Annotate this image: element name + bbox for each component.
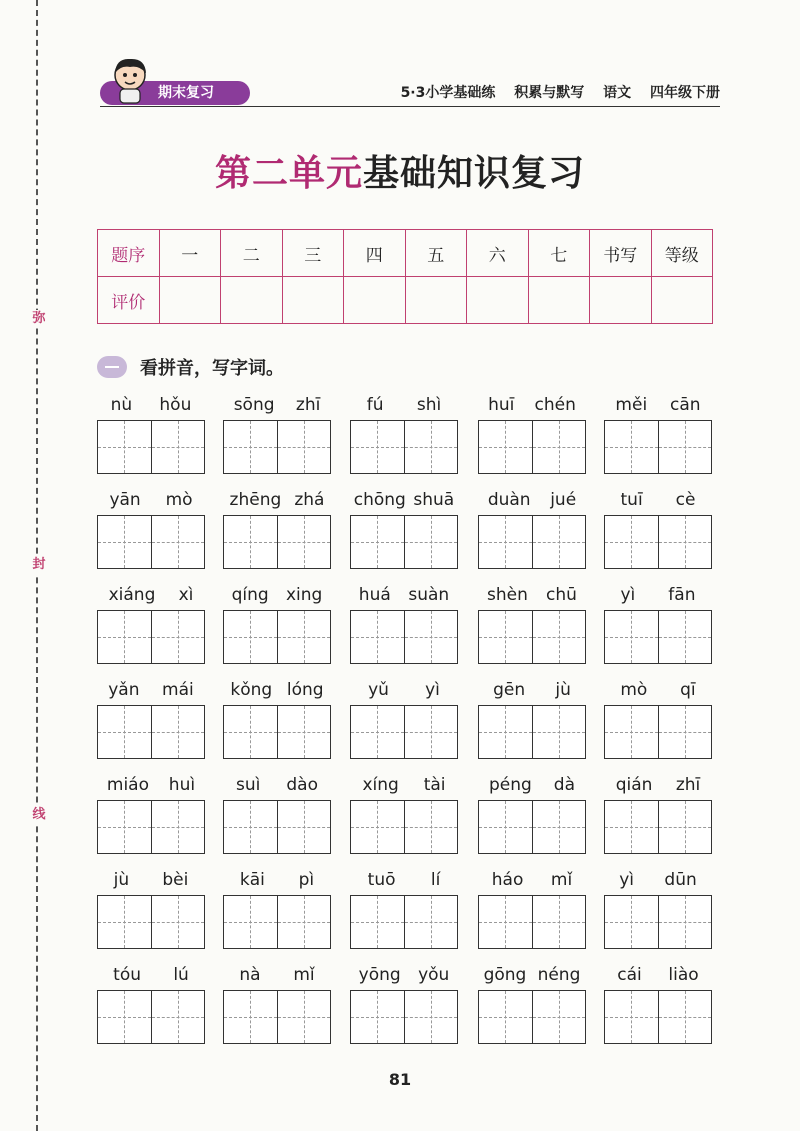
- pinyin-syllable: kǒng: [230, 680, 273, 700]
- pinyin-prompt: [97, 582, 205, 608]
- writing-cell[interactable]: [404, 706, 458, 758]
- pinyin-syllable: cān: [670, 395, 701, 415]
- writing-cell[interactable]: [224, 896, 277, 948]
- writing-cell[interactable]: [151, 801, 205, 853]
- score-cell[interactable]: [590, 277, 652, 324]
- pinyin-syllable: shì: [416, 395, 442, 415]
- pinyin-syllable: huì: [168, 775, 196, 795]
- writing-boxes: [604, 420, 712, 474]
- pinyin-syllable: duàn: [487, 490, 531, 510]
- pinyin-prompt: [97, 392, 205, 418]
- writing-cell[interactable]: [351, 706, 404, 758]
- writing-cell[interactable]: [351, 801, 404, 853]
- header-book-info: [387, 81, 720, 105]
- writing-boxes: [97, 800, 205, 854]
- writing-cell[interactable]: [479, 896, 532, 948]
- pinyin-exercise-item: [604, 867, 712, 949]
- writing-cell[interactable]: [351, 421, 404, 473]
- pinyin-syllable: dào: [286, 775, 318, 795]
- score-table-col: 三: [282, 230, 344, 277]
- review-badge-label: 期末复习: [158, 85, 214, 101]
- writing-cell[interactable]: [479, 421, 532, 473]
- writing-boxes: [97, 420, 205, 474]
- writing-cell[interactable]: [532, 421, 586, 473]
- writing-boxes: [478, 800, 586, 854]
- pinyin-syllable: cái: [617, 965, 642, 985]
- pinyin-syllable: zhēng: [229, 490, 282, 510]
- pinyin-prompt: [604, 867, 712, 893]
- pinyin-syllable: tuō: [367, 870, 396, 890]
- header-book: 积累与默写: [514, 85, 585, 101]
- pinyin-prompt: [350, 677, 458, 703]
- pinyin-exercise-item: [604, 582, 712, 664]
- writing-cell[interactable]: [98, 896, 151, 948]
- pinyin-syllable: měi: [615, 395, 648, 415]
- pinyin-prompt: [350, 867, 458, 893]
- writing-boxes: [604, 610, 712, 664]
- writing-boxes: [604, 800, 712, 854]
- pinyin-prompt: [478, 392, 586, 418]
- pinyin-syllable: yǒu: [418, 965, 450, 985]
- writing-cell[interactable]: [658, 896, 712, 948]
- writing-boxes: [350, 515, 458, 569]
- writing-cell[interactable]: [277, 516, 331, 568]
- writing-cell[interactable]: [404, 611, 458, 663]
- pinyin-prompt: [97, 772, 205, 798]
- pinyin-prompt: [350, 487, 458, 513]
- score-cell[interactable]: [651, 277, 713, 324]
- pinyin-prompt: [97, 962, 205, 988]
- pinyin-exercise-item: [223, 677, 331, 759]
- pinyin-syllable: pì: [298, 870, 315, 890]
- pinyin-syllable: xing: [285, 585, 323, 605]
- pinyin-syllable: fān: [668, 585, 696, 605]
- pinyin-syllable: qíng: [231, 585, 269, 605]
- writing-cell[interactable]: [404, 516, 458, 568]
- writing-cell[interactable]: [277, 801, 331, 853]
- pinyin-syllable: mái: [162, 680, 194, 700]
- writing-cell[interactable]: [532, 706, 586, 758]
- writing-cell[interactable]: [224, 706, 277, 758]
- writing-boxes: [350, 610, 458, 664]
- pinyin-syllable: liào: [668, 965, 699, 985]
- writing-cell[interactable]: [605, 896, 658, 948]
- mascot-icon: [106, 55, 154, 105]
- score-table-label-eval: 评价: [98, 277, 160, 324]
- writing-cell[interactable]: [404, 991, 458, 1043]
- writing-cell[interactable]: [605, 991, 658, 1043]
- writing-boxes: [223, 990, 331, 1044]
- writing-cell[interactable]: [605, 516, 658, 568]
- pinyin-exercise-item: [97, 392, 205, 474]
- writing-boxes: [350, 895, 458, 949]
- pinyin-syllable: lí: [430, 870, 441, 890]
- pinyin-syllable: jù: [113, 870, 130, 890]
- pinyin-syllable: néng: [537, 965, 581, 985]
- writing-cell[interactable]: [277, 611, 331, 663]
- writing-cell[interactable]: [351, 611, 404, 663]
- writing-cell[interactable]: [224, 801, 277, 853]
- pinyin-syllable: zhī: [295, 395, 321, 415]
- pinyin-syllable: shuā: [413, 490, 455, 510]
- pinyin-prompt: [478, 772, 586, 798]
- writing-boxes: [604, 990, 712, 1044]
- pinyin-syllable: fú: [366, 395, 384, 415]
- pinyin-exercise-item: [350, 582, 458, 664]
- pinyin-syllable: mǐ: [293, 965, 315, 985]
- score-table-col-grade: 等级: [651, 230, 713, 277]
- pinyin-syllable: shèn: [487, 585, 528, 605]
- writing-boxes: [223, 705, 331, 759]
- pinyin-exercise-item: [350, 962, 458, 1044]
- pinyin-syllable: dà: [553, 775, 575, 795]
- writing-cell[interactable]: [404, 421, 458, 473]
- pinyin-syllable: qián: [615, 775, 653, 795]
- writing-cell[interactable]: [658, 421, 712, 473]
- score-table-header-row: [98, 230, 713, 277]
- writing-cell[interactable]: [277, 421, 331, 473]
- writing-cell[interactable]: [605, 706, 658, 758]
- writing-cell[interactable]: [224, 516, 277, 568]
- writing-boxes: [97, 705, 205, 759]
- writing-cell[interactable]: [479, 801, 532, 853]
- pinyin-prompt: [223, 867, 331, 893]
- pinyin-syllable: huī: [488, 395, 515, 415]
- pinyin-exercise-item: [97, 867, 205, 949]
- score-table: [97, 229, 713, 324]
- writing-cell[interactable]: [658, 516, 712, 568]
- pinyin-syllable: háo: [491, 870, 524, 890]
- pinyin-exercise-item: [97, 677, 205, 759]
- binding-char-xian: 线: [30, 806, 48, 824]
- writing-boxes: [97, 610, 205, 664]
- pinyin-exercise-item: [97, 772, 205, 854]
- writing-cell[interactable]: [98, 991, 151, 1043]
- pinyin-exercise-item: [223, 962, 331, 1044]
- writing-boxes: [350, 800, 458, 854]
- score-cell[interactable]: [344, 277, 406, 324]
- pinyin-exercise-item: [478, 487, 586, 569]
- pinyin-prompt: [604, 962, 712, 988]
- pinyin-syllable: tóu: [113, 965, 141, 985]
- pinyin-syllable: yǎn: [108, 680, 140, 700]
- pinyin-exercise-item: [223, 487, 331, 569]
- pinyin-prompt: [350, 772, 458, 798]
- score-table-col: 六: [467, 230, 529, 277]
- writing-boxes: [350, 990, 458, 1044]
- pinyin-prompt: [604, 392, 712, 418]
- writing-cell[interactable]: [532, 801, 586, 853]
- writing-cell[interactable]: [605, 611, 658, 663]
- writing-cell[interactable]: [532, 516, 586, 568]
- writing-cell[interactable]: [479, 991, 532, 1043]
- pinyin-syllable: suì: [236, 775, 261, 795]
- pinyin-exercise-item: [223, 867, 331, 949]
- pinyin-syllable: yān: [109, 490, 141, 510]
- writing-boxes: [223, 515, 331, 569]
- pinyin-syllable: mǐ: [550, 870, 573, 890]
- writing-boxes: [604, 895, 712, 949]
- pinyin-prompt: [604, 487, 712, 513]
- pinyin-syllable: yì: [425, 680, 440, 700]
- page-title-unit: 第二单元: [214, 153, 363, 194]
- pinyin-exercise-item: [478, 582, 586, 664]
- page-number: 81: [388, 1070, 412, 1089]
- score-table-col-writing: 书写: [590, 230, 652, 277]
- writing-boxes: [478, 705, 586, 759]
- writing-cell[interactable]: [351, 991, 404, 1043]
- pinyin-exercise-item: [604, 772, 712, 854]
- pinyin-exercise-item: [604, 962, 712, 1044]
- writing-boxes: [223, 895, 331, 949]
- pinyin-syllable: lóng: [286, 680, 324, 700]
- pinyin-syllable: xíng: [362, 775, 399, 795]
- pinyin-prompt: [478, 962, 586, 988]
- writing-boxes: [478, 990, 586, 1044]
- pinyin-prompt: [223, 582, 331, 608]
- pinyin-prompt: [97, 487, 205, 513]
- pinyin-syllable: cè: [675, 490, 696, 510]
- writing-cell[interactable]: [479, 706, 532, 758]
- section-title: 看拼音，写字词。: [140, 358, 284, 379]
- pinyin-syllable: yì: [619, 870, 634, 890]
- score-table-col: 五: [405, 230, 467, 277]
- pinyin-prompt: [350, 962, 458, 988]
- writing-boxes: [97, 895, 205, 949]
- binding-char-feng: 封: [30, 556, 48, 574]
- score-table-col: 一: [159, 230, 221, 277]
- pinyin-syllable: qī: [680, 680, 696, 700]
- writing-cell[interactable]: [479, 516, 532, 568]
- writing-cell[interactable]: [98, 801, 151, 853]
- pinyin-syllable: xì: [178, 585, 194, 605]
- writing-cell[interactable]: [151, 611, 205, 663]
- pinyin-syllable: dūn: [664, 870, 697, 890]
- pinyin-syllable: chén: [534, 395, 576, 415]
- pinyin-syllable: yì: [620, 585, 636, 605]
- writing-cell[interactable]: [605, 801, 658, 853]
- pinyin-syllable: tuī: [620, 490, 643, 510]
- writing-cell[interactable]: [658, 991, 712, 1043]
- writing-cell[interactable]: [404, 801, 458, 853]
- pinyin-prompt: [478, 867, 586, 893]
- writing-boxes: [97, 515, 205, 569]
- pinyin-prompt: [350, 582, 458, 608]
- writing-cell[interactable]: [479, 611, 532, 663]
- writing-cell[interactable]: [277, 991, 331, 1043]
- writing-cell[interactable]: [351, 896, 404, 948]
- pinyin-prompt: [478, 582, 586, 608]
- score-table-eval-row: [98, 277, 713, 324]
- writing-cell[interactable]: [277, 706, 331, 758]
- pinyin-syllable: xiáng: [108, 585, 156, 605]
- writing-cell[interactable]: [224, 611, 277, 663]
- score-cell[interactable]: [405, 277, 467, 324]
- pinyin-syllable: tài: [423, 775, 446, 795]
- writing-cell[interactable]: [151, 516, 205, 568]
- writing-cell[interactable]: [98, 516, 151, 568]
- pinyin-syllable: sōng: [233, 395, 275, 415]
- binding-char-mi: 弥: [30, 310, 48, 328]
- pinyin-exercise-item: [604, 392, 712, 474]
- writing-boxes: [97, 990, 205, 1044]
- pinyin-syllable: nà: [239, 965, 261, 985]
- pinyin-exercise-item: [604, 677, 712, 759]
- writing-cell[interactable]: [658, 611, 712, 663]
- writing-boxes: [350, 420, 458, 474]
- writing-boxes: [604, 705, 712, 759]
- pinyin-syllable: gōng: [483, 965, 527, 985]
- writing-cell[interactable]: [532, 611, 586, 663]
- writing-boxes: [478, 420, 586, 474]
- pinyin-exercise-item: [97, 582, 205, 664]
- pinyin-prompt: [97, 867, 205, 893]
- pinyin-syllable: chōng: [353, 490, 406, 510]
- pinyin-syllable: lú: [173, 965, 189, 985]
- pinyin-syllable: mò: [620, 680, 648, 700]
- pinyin-syllable: péng: [488, 775, 532, 795]
- pinyin-exercise-item: [350, 867, 458, 949]
- pinyin-syllable: yǔ: [368, 680, 389, 700]
- pinyin-syllable: huá: [358, 585, 391, 605]
- writing-cell[interactable]: [532, 991, 586, 1043]
- pinyin-prompt: [604, 772, 712, 798]
- pinyin-syllable: zhī: [675, 775, 701, 795]
- pinyin-syllable: bèi: [162, 870, 189, 890]
- pinyin-exercise-item: [97, 487, 205, 569]
- score-cell[interactable]: [159, 277, 221, 324]
- score-table-label-order: 题序: [98, 230, 160, 277]
- page-title-rest: 基础知识复习: [363, 153, 586, 194]
- writing-boxes: [223, 420, 331, 474]
- score-table-col: 四: [344, 230, 406, 277]
- section-number-badge: [97, 356, 127, 378]
- header-subject: 语文: [603, 85, 632, 101]
- pinyin-exercise-item: [604, 487, 712, 569]
- writing-cell[interactable]: [151, 991, 205, 1043]
- pinyin-syllable: zhá: [294, 490, 325, 510]
- pinyin-prompt: [478, 677, 586, 703]
- writing-cell[interactable]: [658, 706, 712, 758]
- score-table-col: 二: [221, 230, 283, 277]
- pinyin-exercise-item: [223, 582, 331, 664]
- writing-boxes: [604, 515, 712, 569]
- score-cell[interactable]: [528, 277, 590, 324]
- writing-cell[interactable]: [98, 706, 151, 758]
- pinyin-exercise-item: [223, 392, 331, 474]
- writing-boxes: [223, 800, 331, 854]
- pinyin-prompt: [223, 772, 331, 798]
- pinyin-prompt: [223, 392, 331, 418]
- header-divider: [100, 106, 720, 107]
- pinyin-syllable: nù: [110, 395, 133, 415]
- writing-cell[interactable]: [98, 421, 151, 473]
- writing-boxes: [350, 705, 458, 759]
- pinyin-exercise-item: [478, 867, 586, 949]
- pinyin-prompt: [223, 487, 331, 513]
- pinyin-exercise-item: [478, 392, 586, 474]
- pinyin-syllable: hǒu: [159, 395, 192, 415]
- page-header: [100, 55, 720, 105]
- writing-cell[interactable]: [658, 801, 712, 853]
- pinyin-exercise-item: [350, 772, 458, 854]
- pinyin-syllable: kāi: [239, 870, 265, 890]
- writing-cell[interactable]: [224, 991, 277, 1043]
- header-grade: 四年级下册: [650, 85, 720, 101]
- pinyin-prompt: [604, 677, 712, 703]
- pinyin-exercise-item: [350, 677, 458, 759]
- pinyin-prompt: [97, 677, 205, 703]
- pinyin-syllable: mò: [165, 490, 193, 510]
- writing-cell[interactable]: [151, 421, 205, 473]
- pinyin-prompt: [604, 582, 712, 608]
- score-cell[interactable]: [221, 277, 283, 324]
- writing-boxes: [223, 610, 331, 664]
- header-series: 5·3小学基础练: [400, 85, 496, 101]
- pinyin-prompt: [223, 677, 331, 703]
- pinyin-syllable: chū: [546, 585, 577, 605]
- pinyin-syllable: yōng: [358, 965, 401, 985]
- page-title: [0, 145, 800, 196]
- pinyin-exercise-item: [350, 392, 458, 474]
- pinyin-exercise-item: [223, 772, 331, 854]
- writing-cell[interactable]: [151, 706, 205, 758]
- writing-boxes: [478, 895, 586, 949]
- pinyin-exercise-item: [478, 677, 586, 759]
- score-cell[interactable]: [282, 277, 344, 324]
- writing-cell[interactable]: [605, 421, 658, 473]
- pinyin-exercise-item: [478, 772, 586, 854]
- pinyin-exercise-item: [478, 962, 586, 1044]
- pinyin-syllable: jué: [550, 490, 577, 510]
- pinyin-syllable: miáo: [106, 775, 149, 795]
- writing-cell[interactable]: [224, 421, 277, 473]
- pinyin-prompt: [350, 392, 458, 418]
- writing-cell[interactable]: [351, 516, 404, 568]
- writing-boxes: [478, 515, 586, 569]
- pinyin-prompt: [478, 487, 586, 513]
- writing-cell[interactable]: [277, 896, 331, 948]
- pinyin-exercise-item: [350, 487, 458, 569]
- writing-cell[interactable]: [98, 611, 151, 663]
- writing-boxes: [478, 610, 586, 664]
- score-table-col: 七: [528, 230, 590, 277]
- pinyin-exercise-item: [97, 962, 205, 1044]
- pinyin-prompt: [223, 962, 331, 988]
- pinyin-syllable: gēn: [493, 680, 526, 700]
- writing-cell[interactable]: [532, 896, 586, 948]
- pinyin-syllable: suàn: [408, 585, 450, 605]
- writing-cell[interactable]: [151, 896, 205, 948]
- pinyin-syllable: jù: [555, 680, 571, 700]
- writing-cell[interactable]: [404, 896, 458, 948]
- score-cell[interactable]: [467, 277, 529, 324]
